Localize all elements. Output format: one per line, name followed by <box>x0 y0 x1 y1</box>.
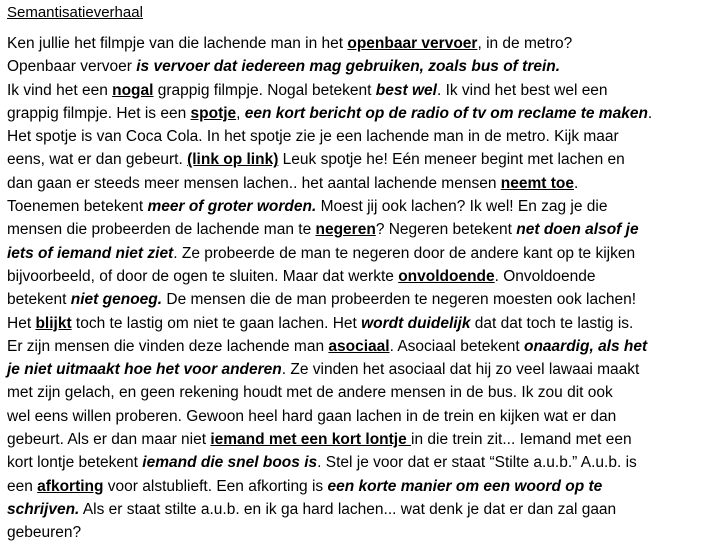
definition-text: een korte manier om een woord op te <box>327 477 603 495</box>
text-line <box>7 428 715 451</box>
text-line <box>7 312 715 335</box>
body-text: mensen die probeerden de lachende man te <box>7 221 316 239</box>
body-text: Ik vind het een <box>7 81 113 99</box>
definition-text: best wel <box>375 81 437 99</box>
body-text: toch te lastig om niet te gaan lachen. Het <box>71 314 362 332</box>
keyword-underlined: neemt toe <box>500 174 574 192</box>
definition-text: wordt duidelijk <box>361 314 471 332</box>
text-line <box>7 55 715 78</box>
body-text: dan gaan er steeds meer mensen lachen.. het aantal lachende mensen <box>7 174 501 192</box>
text-line <box>7 405 715 428</box>
body-text: een <box>7 477 38 495</box>
body-text: grappig filmpje. Nogal betekent <box>153 81 376 99</box>
keyword-underlined: blijkt <box>35 314 72 332</box>
body-text: . Ik vind het best wel een <box>436 81 608 99</box>
text-line <box>7 265 715 288</box>
body-text: Leuk spotje he! Eén meneer begint met lachen en <box>278 151 625 169</box>
body-text: met zijn gelach, en geen rekening houdt met de andere mensen in de bus. Ik zou dit ook <box>7 384 613 402</box>
keyword-underlined: afkorting <box>37 477 104 495</box>
keyword-underlined: (link op link) <box>187 151 279 169</box>
body-text: betekent <box>7 291 71 309</box>
body-text: . Ze vinden het asociaal dat hij zo veel lawaai maakt <box>281 361 640 379</box>
text-line <box>7 358 715 381</box>
definition-text: niet genoeg. <box>70 291 163 309</box>
definition-text: je niet uitmaakt hoe het voor anderen <box>7 361 282 379</box>
keyword-underlined: spotje <box>190 104 237 122</box>
body-text: Toenemen betekent <box>7 198 148 216</box>
keyword-underlined: iemand met een kort lontje <box>210 431 412 449</box>
document-body <box>7 32 715 545</box>
body-text: Het spotje is van Coca Cola. In het spotje zie je een lachende man in de metro. Kijk maar <box>7 128 619 146</box>
body-text: eens, wat er dan gebeurt. <box>7 151 188 169</box>
body-text: Ken jullie het filmpje van die lachende man in het <box>7 35 348 52</box>
body-text: kort lontje betekent <box>7 454 143 472</box>
definition-text: schrijven. <box>7 500 80 518</box>
text-line <box>7 475 715 498</box>
text-line <box>7 195 715 218</box>
body-text: , <box>236 104 245 122</box>
definition-text: iets of iemand niet ziet <box>7 244 174 262</box>
body-text: . <box>573 174 579 192</box>
body-text: wel eens willen proberen. Gewoon heel hard gaan lachen in de trein en kijken wat er dan <box>7 407 617 425</box>
body-text: . <box>647 104 653 122</box>
text-line <box>7 451 715 474</box>
body-text: , in de metro? <box>477 35 573 52</box>
definition-text: is vervoer dat iedereen mag gebruiken, zoals bus of trein. <box>136 58 561 76</box>
definition-text: iemand die snel boos is <box>142 454 318 472</box>
body-text: Er zijn mensen die vinden deze lachende man <box>7 337 329 355</box>
body-text: . Stel je voor dat er staat “Stilte a.u.b.” A.u.b. is <box>317 454 637 472</box>
text-line <box>7 242 715 265</box>
keyword-underlined: negeren <box>315 221 376 239</box>
definition-text: net doen alsof je <box>516 221 639 239</box>
text-line <box>7 521 715 544</box>
text-line <box>7 335 715 358</box>
text-line <box>7 32 715 55</box>
keyword-underlined: openbaar vervoer <box>347 35 478 52</box>
text-line <box>7 125 715 148</box>
body-text: gebeuren? <box>7 524 82 542</box>
body-text: Als er staat stilte a.u.b. en ik ga hard lachen... wat denk je dat er dan zal gaan <box>79 500 617 518</box>
body-text: De mensen die de man probeerden te negeren moesten ook lachen! <box>162 291 637 309</box>
definition-text: onaardig, als het <box>524 337 648 355</box>
text-line <box>7 218 715 241</box>
definition-text: een kort bericht op de radio of tv om reclame te maken <box>244 104 648 122</box>
body-text: grappig filmpje. Het is een <box>7 104 191 122</box>
body-text: bijvoorbeeld, of door de ogen te sluiten. Maar dat werkte <box>7 267 399 285</box>
text-line <box>7 498 715 521</box>
body-text: ? Negeren betekent <box>375 221 517 239</box>
body-text: Het <box>7 314 36 332</box>
keyword-underlined: asociaal <box>328 337 390 355</box>
text-line <box>7 79 715 102</box>
body-text: voor alstublieft. Een afkorting is <box>103 477 328 495</box>
definition-text: meer of groter worden. <box>147 198 317 216</box>
body-text: Moest jij ook lachen? Ik wel! En zag je die <box>316 198 608 216</box>
keyword-underlined: onvoldoende <box>398 267 495 285</box>
text-line <box>7 381 715 404</box>
document-title: Semantisatieverhaal <box>7 4 143 21</box>
text-line <box>7 148 715 171</box>
text-line <box>7 102 715 125</box>
body-text: . Onvoldoende <box>494 267 596 285</box>
body-text: . Ze probeerde de man te negeren door de andere kant op te kijken <box>173 244 636 262</box>
text-line <box>7 288 715 311</box>
keyword-underlined: nogal <box>112 81 154 99</box>
body-text: dat dat toch te lastig is. <box>470 314 634 332</box>
body-text: gebeurt. Als er dan maar niet <box>7 431 211 449</box>
body-text: Openbaar vervoer <box>7 58 137 76</box>
body-text: in die trein zit... Iemand met een <box>411 431 632 449</box>
body-text: . Asociaal betekent <box>389 337 524 355</box>
text-line <box>7 172 715 195</box>
